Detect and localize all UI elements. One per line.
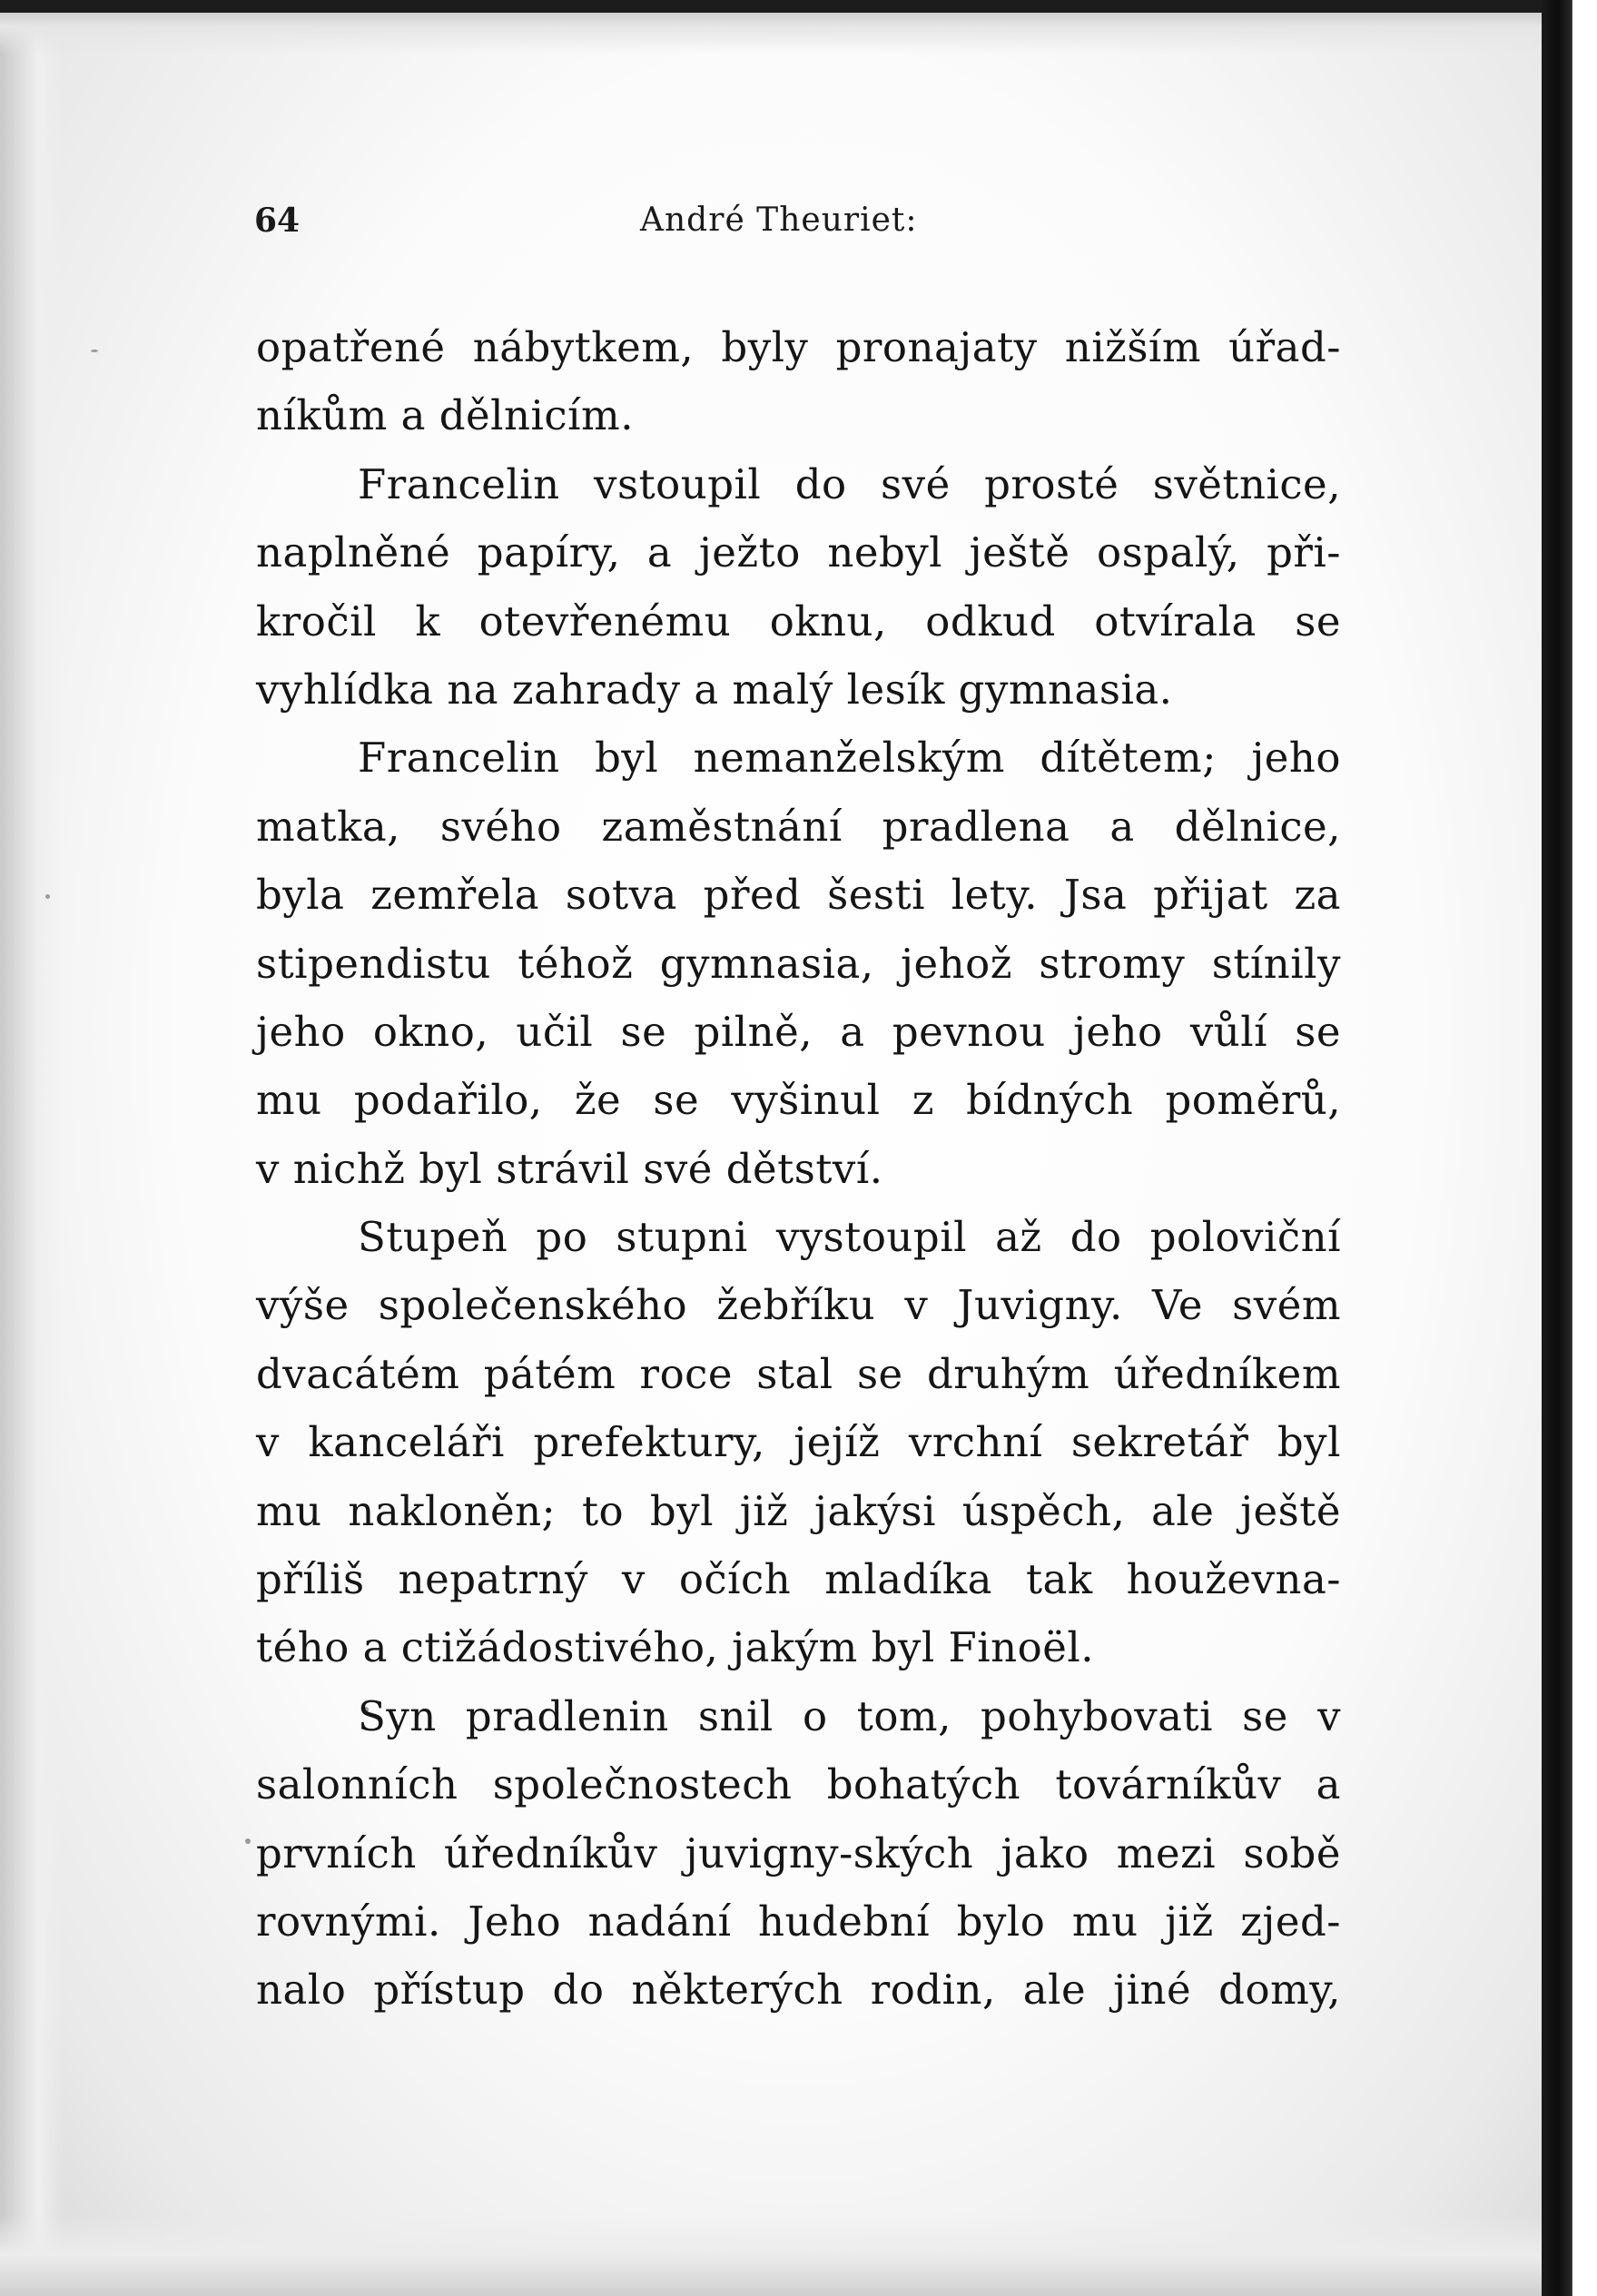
text-line: příliš nepatrný v očích mladíka tak houževna-	[256, 1555, 1341, 1604]
scan-speck	[91, 350, 98, 352]
scan-edge-top	[0, 0, 1597, 13]
text-line: kročil k otevřenému oknu, odkud otvírala se	[256, 596, 1341, 645]
text-line: vyhlídka na zahrady a malý lesík gymnasia.	[256, 665, 1173, 714]
paragraph-first-line: Francelin vstoupil do své prosté světnice,	[358, 459, 1341, 508]
text-line: nalo přístup do některých rodin, ale jiné domy,	[256, 1966, 1341, 2015]
text-line: dvacátém pátém roce stal se druhým úředníkem	[256, 1349, 1341, 1398]
paragraph-first-line: Francelin byl nemanželským dítětem; jeho	[358, 734, 1341, 783]
text-line: byla zemřela sotva před šesti lety. Jsa přijat za	[256, 871, 1341, 920]
text-line: tého a ctižádostivého, jakým byl Finoël.	[256, 1623, 1095, 1672]
text-line: salonních společnostech bohatých továrníkův a	[256, 1760, 1341, 1809]
body-text	[256, 313, 1341, 2025]
scan-shadow-left	[0, 0, 64, 2296]
text-line: v nichž byl strávil své dětství.	[256, 1144, 883, 1193]
paragraph-first-line: Syn pradlenin snil o tom, pohybovati se v	[358, 1691, 1341, 1740]
text-line: mu podařilo, že se vyšinul z bídných poměrů,	[256, 1076, 1341, 1125]
page-header	[254, 202, 1344, 247]
scan-edge-right	[1542, 0, 1597, 2296]
text-line: opatřené nábytkem, byly pronajaty nižším úřad-	[256, 323, 1341, 371]
running-head: André Theuriet:	[640, 202, 918, 239]
scan-speck	[45, 894, 50, 899]
text-line: jeho okno, učil se pilně, a pevnou jeho vůlí se	[256, 1007, 1341, 1056]
text-line: výše společenského žebříku v Juvigny. Ve svém	[256, 1281, 1341, 1330]
text-line: stipendistu téhož gymnasia, jehož stromy stínily	[256, 939, 1341, 988]
text-line: v kanceláři prefektury, jejíž vrchní sekretář byl	[256, 1418, 1341, 1467]
text-line: prvních úředníkův juvigny-ských jako mezi sobě	[256, 1828, 1341, 1877]
page-number: 64	[254, 202, 301, 240]
text-line: matka, svého zaměstnání pradlena a dělnice,	[256, 802, 1341, 851]
text-line: níkům a dělnicím.	[256, 391, 635, 440]
text-line: rovnými. Jeho nadání hudební bylo mu již zjed-	[256, 1897, 1341, 1946]
scan-shadow-bottom	[0, 2214, 1597, 2296]
paragraph-first-line: Stupeň po stupni vystoupil až do poloviční	[358, 1213, 1341, 1262]
text-line: mu nakloněn; to byl již jakýsi úspěch, ale ještě	[256, 1486, 1341, 1535]
text-line: naplněné papíry, a ježto nebyl ještě ospalý, při-	[256, 528, 1341, 577]
scan-speck	[245, 1838, 251, 1844]
